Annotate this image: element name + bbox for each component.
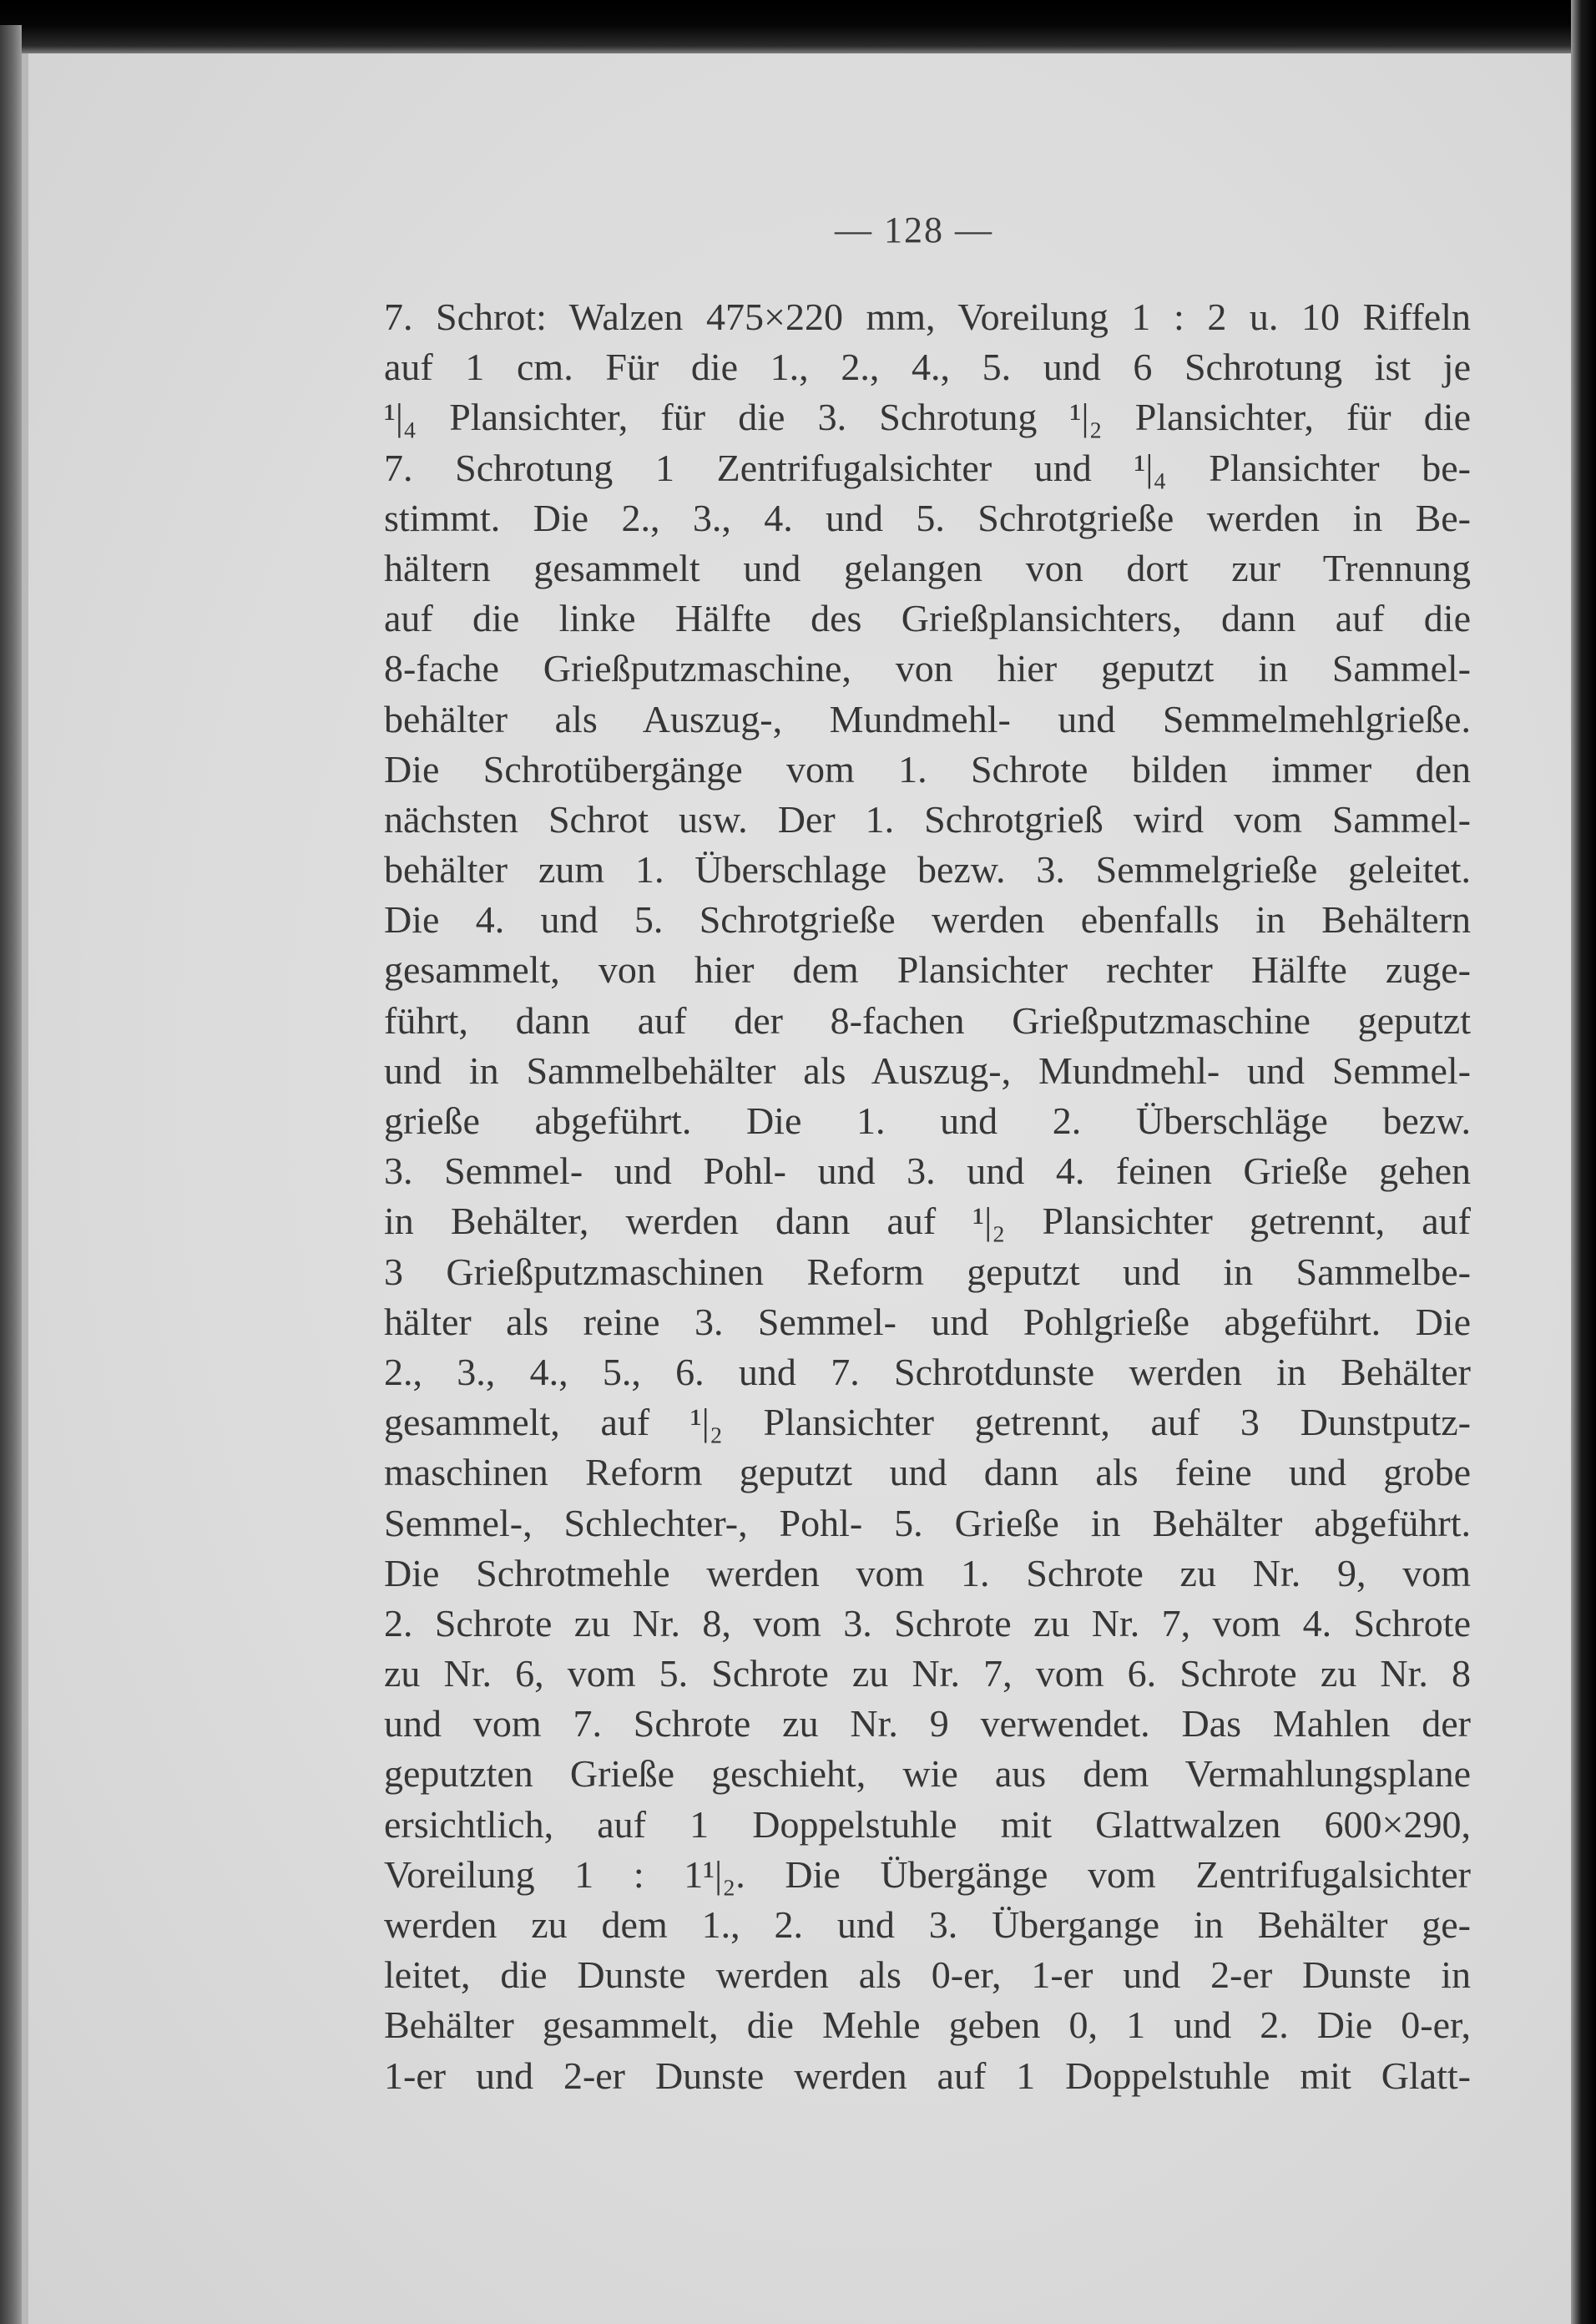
text-line: zu Nr. 6, vom 5. Schrote zu Nr. 7, vom 6. Schrote zu Nr. 8 (384, 1652, 1471, 1695)
text-line: auf 1 cm. Für die 1., 2., 4., 5. und 6 Schrotung ist je (384, 346, 1471, 389)
text-line: hältern gesammelt und gelangen von dort zur Trennung (384, 546, 1471, 589)
text-line: 1-er und 2-er Dunste werden auf 1 Doppelstuhle mit Glatt- (384, 2054, 1471, 2097)
text-line: 2., 3., 4., 5., 6. und 7. Schrotdunste werden in Behälter (384, 1350, 1471, 1393)
text-line: 3 Grießputzmaschinen Reform geputzt und in Sammelbe- (384, 1250, 1471, 1293)
text-line: führt, dann auf der 8-fachen Grießputzmaschine geputzt (384, 998, 1471, 1042)
text-line: stimmt. Die 2., 3., 4. und 5. Schrotgrieße werden in Be- (384, 496, 1471, 539)
page-left-edge (22, 53, 28, 2324)
text-line: hälter als reine 3. Semmel- und Pohlgrieße abgeführt. Die (384, 1300, 1471, 1343)
page-number: — 128 — (835, 210, 993, 250)
text-line: leitet, die Dunste werden als 0-er, 1-er und 2-er Dunste in (384, 1953, 1471, 1997)
text-line: 3. Semmel- und Pohl- und 3. und 4. feinen Grieße gehen (384, 1149, 1471, 1193)
book-binding-edge (0, 25, 22, 2324)
scan-right-border (1571, 0, 1596, 2324)
text-line: gesammelt, auf ¹|₂ Plansichter getrennt, auf 3 Dunstputz- (384, 1401, 1471, 1444)
text-line: auf die linke Hälfte des Grießplansichters, dann auf die (384, 597, 1471, 640)
text-line: werden zu dem 1., 2. und 3. Übergange in Behälter ge- (384, 1903, 1471, 1946)
text-line: Semmel-, Schlechter-, Pohl- 5. Grieße in Behälter abgeführt. (384, 1501, 1471, 1544)
scan-top-border (0, 0, 1596, 53)
text-line: Die Schrotmehle werden vom 1. Schrote zu Nr. 9, vom (384, 1551, 1471, 1594)
text-line: Voreilung 1 : 1¹|₂. Die Übergänge vom Zentrifugalsichter (384, 1852, 1471, 1896)
body-text (384, 292, 1471, 2101)
text-line: geputzten Grieße geschieht, wie aus dem Vermahlungsplane (384, 1752, 1471, 1796)
text-line: in Behälter, werden dann auf ¹|₂ Plansichter getrennt, auf (384, 1200, 1471, 1243)
text-line: ersichtlich, auf 1 Doppelstuhle mit Glattwalzen 600×290, (384, 1802, 1471, 1846)
text-line: grieße abgeführt. Die 1. und 2. Überschläge bezw. (384, 1099, 1471, 1142)
text-line: ¹|₄ Plansichter, für die 3. Schrotung ¹|₂ Plansichter, für die (384, 396, 1471, 439)
text-line: und vom 7. Schrote zu Nr. 9 verwendet. Das Mahlen der (384, 1702, 1471, 1746)
text-line: Die 4. und 5. Schrotgrieße werden ebenfalls in Behältern (384, 898, 1471, 942)
text-line: behälter zum 1. Überschlage bezw. 3. Semmelgrieße geleitet. (384, 848, 1471, 892)
text-line: 2. Schrote zu Nr. 8, vom 3. Schrote zu Nr. 7, vom 4. Schrote (384, 1601, 1471, 1644)
text-line: Behälter gesammelt, die Mehle geben 0, 1 und 2. Die 0-er, (384, 2003, 1471, 2047)
text-line: behälter als Auszug-, Mundmehl- und Semmelmehlgrieße. (384, 697, 1471, 740)
text-line: Die Schrotübergänge vom 1. Schrote bilden immer den (384, 747, 1471, 791)
text-line: 7. Schrotung 1 Zentrifugalsichter und ¹|₄ Plansichter be- (384, 446, 1471, 489)
text-line: und in Sammelbehälter als Auszug-, Mundmehl- und Semmel- (384, 1048, 1471, 1092)
text-line: maschinen Reform geputzt und dann als feine und grobe (384, 1451, 1471, 1494)
text-line: 7. Schrot: Walzen 475×220 mm, Voreilung 1 : 2 u. 10 Riffeln (384, 296, 1471, 338)
text-line: gesammelt, von hier dem Plansichter rechter Hälfte zuge- (384, 948, 1471, 992)
text-line: nächsten Schrot usw. Der 1. Schrotgrieß wird vom Sammel- (384, 797, 1471, 841)
text-line: 8-fache Grießputzmaschine, von hier geputzt in Sammel- (384, 647, 1471, 690)
